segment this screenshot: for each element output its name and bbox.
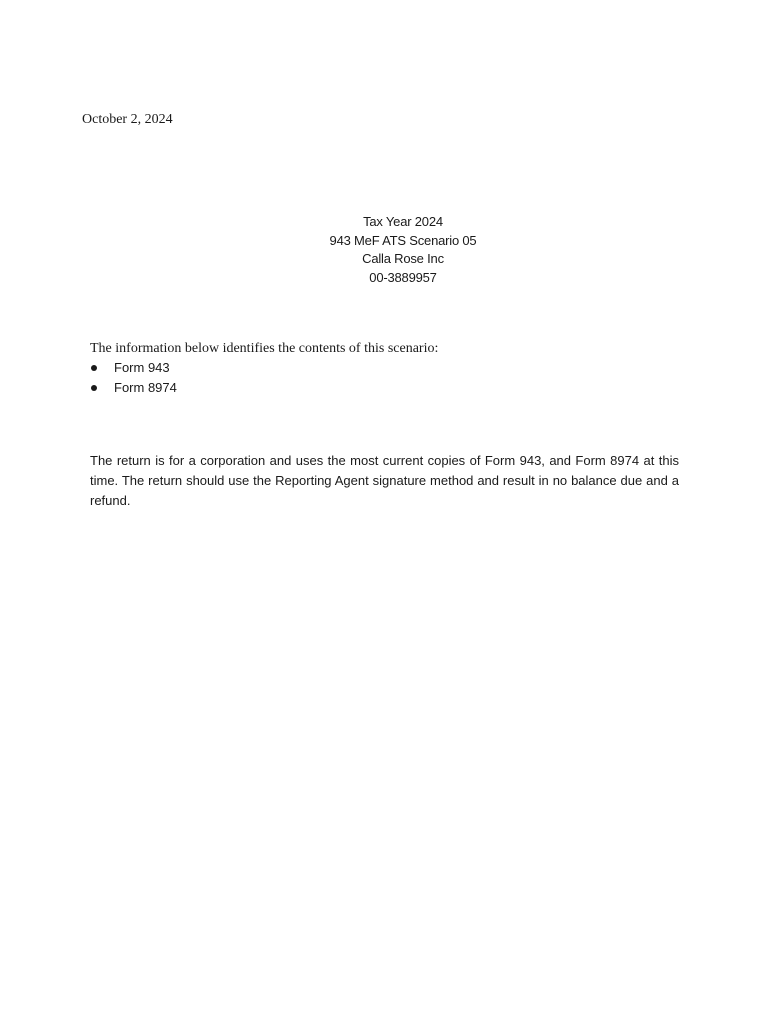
company-name-line: Calla Rose Inc: [362, 251, 444, 266]
tax-year-line: Tax Year 2024: [363, 214, 443, 229]
scenario-header: [0, 213, 770, 287]
form-label: Form 943: [114, 360, 170, 375]
bullet-icon: [91, 385, 97, 391]
bullet-icon: [91, 365, 97, 371]
description-paragraph: The return is for a corporation and uses the most current copies of Form 943, and Form 8974 at this time. The return should use the Reporting Agent signature method and result in no balance due and a refund.: [90, 453, 679, 508]
list-item: [90, 378, 177, 398]
scenario-name-line: 943 MeF ATS Scenario 05: [329, 232, 477, 248]
form-label: Form 8974: [114, 380, 177, 395]
list-item: [90, 358, 177, 378]
intro-text: The information below identifies the contents of this scenario:: [90, 341, 439, 356]
forms-list: [90, 358, 177, 398]
document-date: October 2, 2024: [82, 112, 173, 127]
ein-line: 00-3889957: [369, 269, 437, 285]
